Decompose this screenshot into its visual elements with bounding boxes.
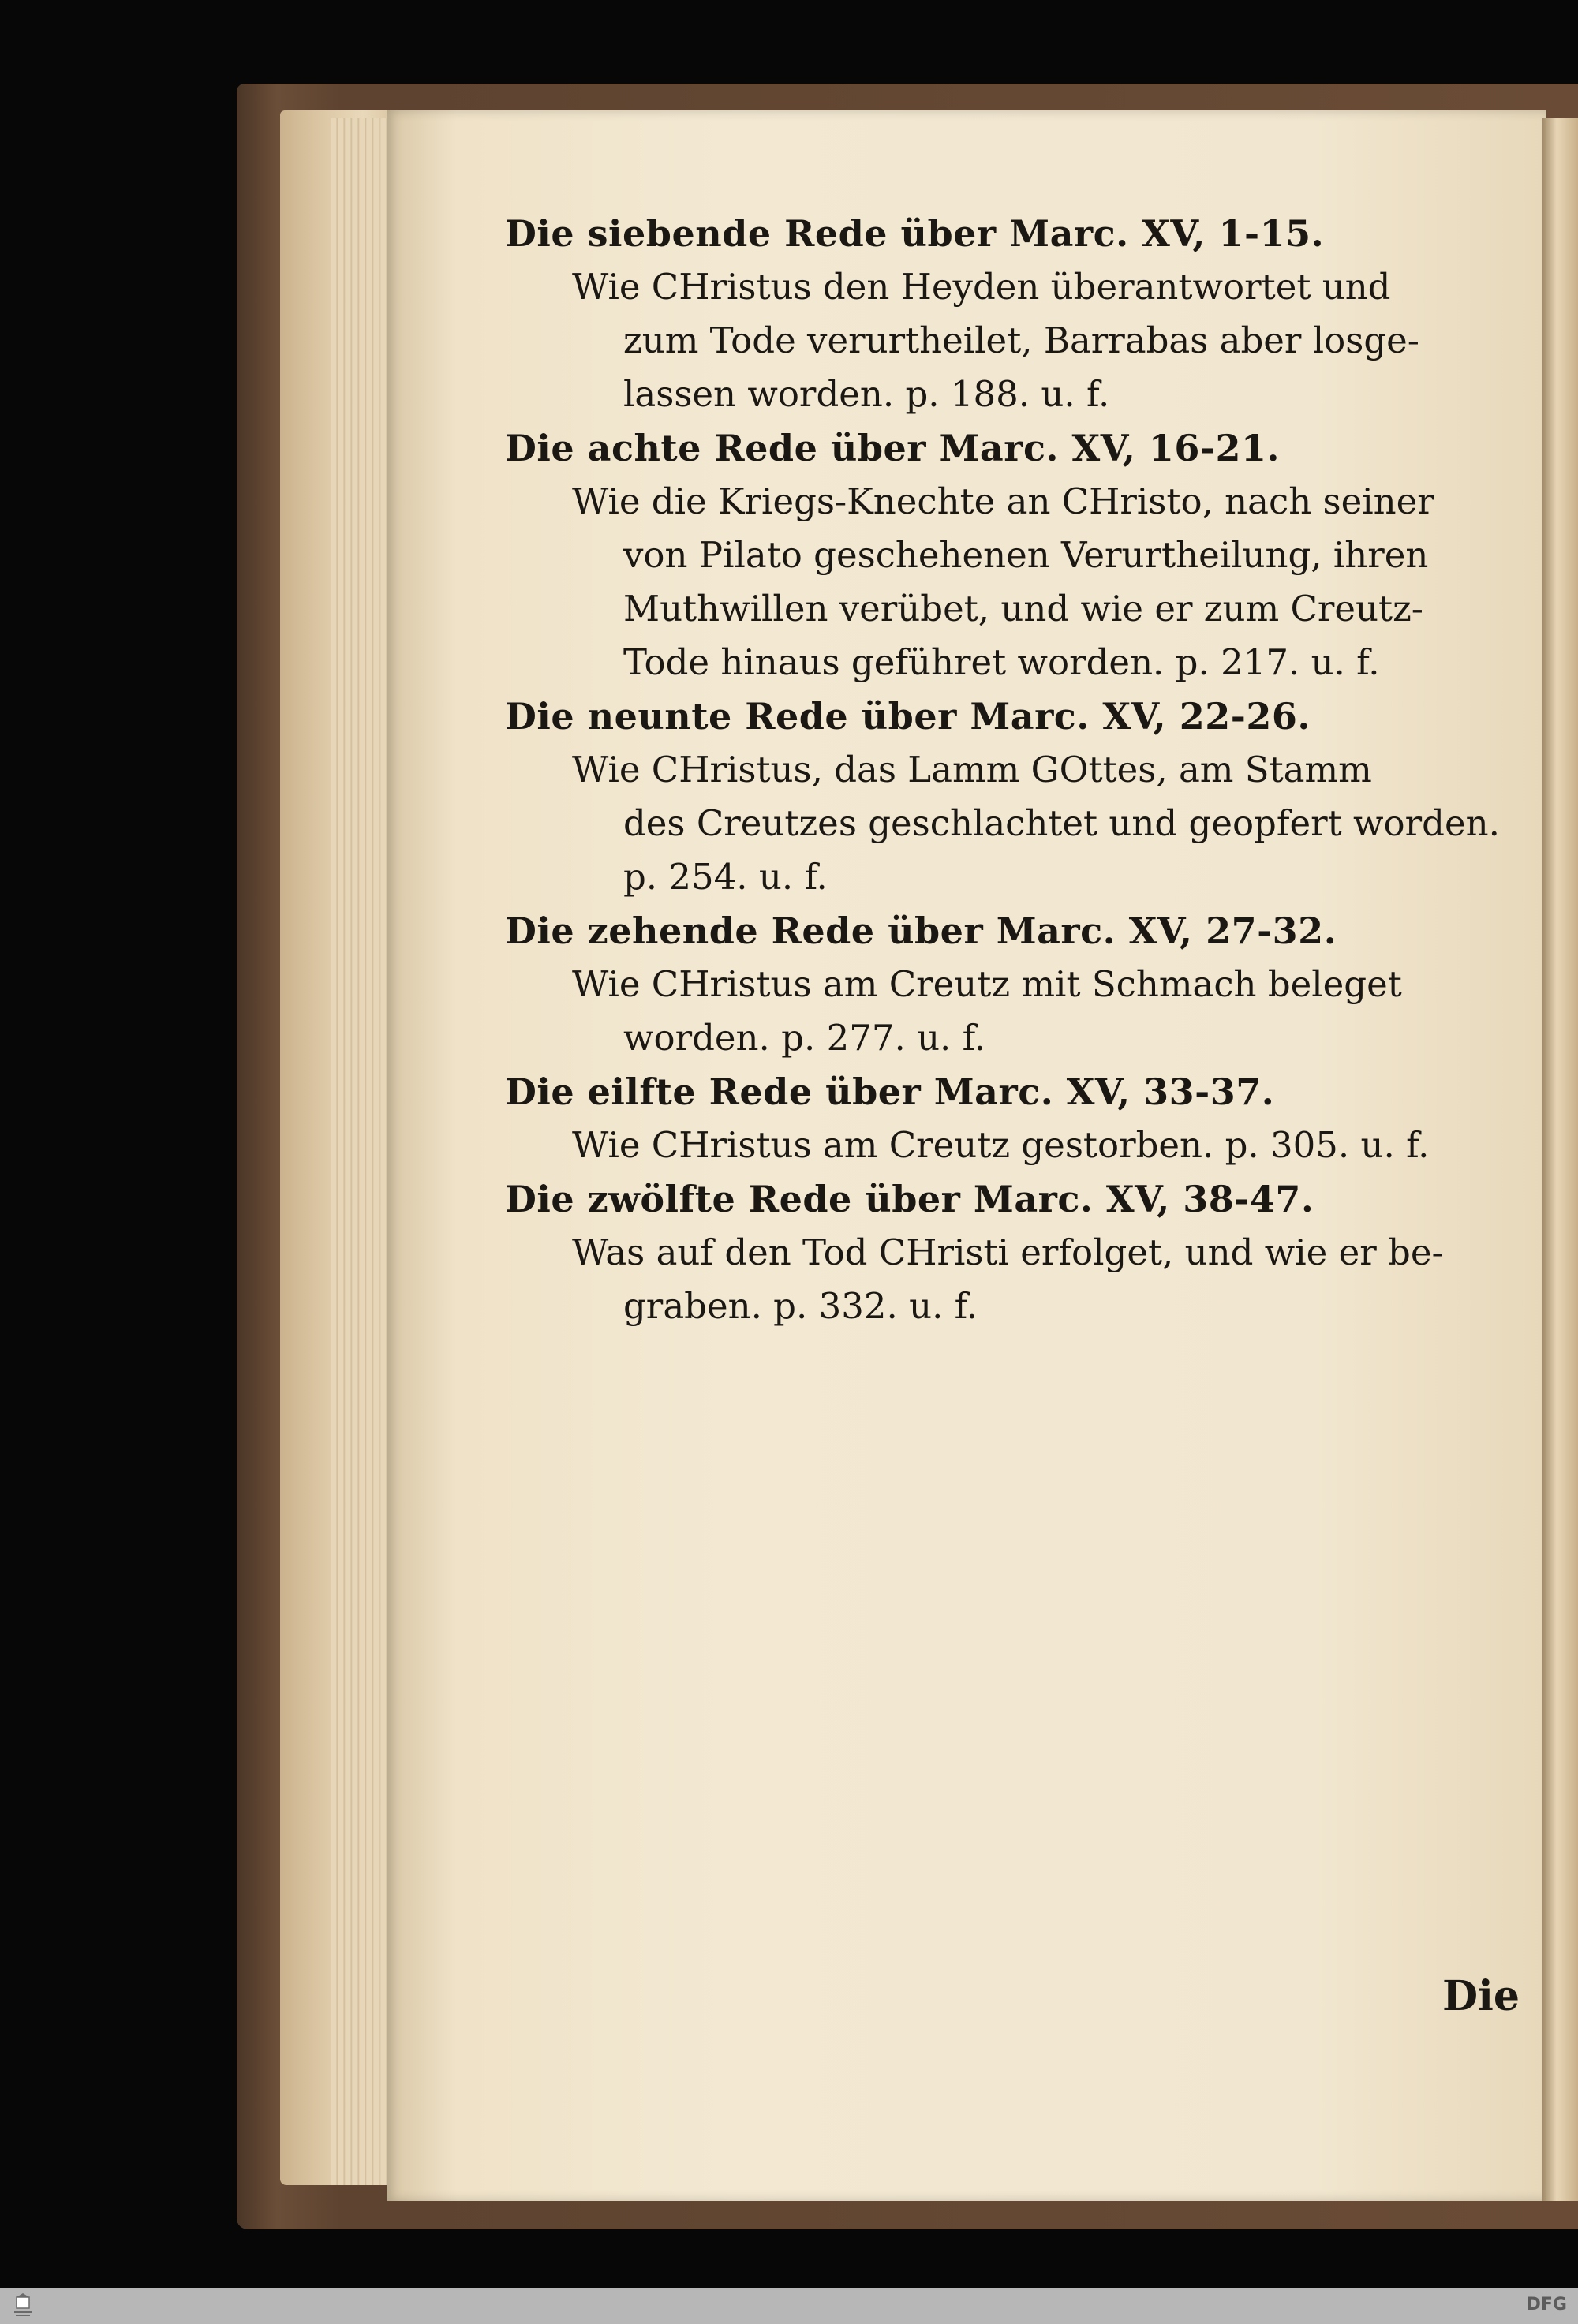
dfg-logo: DFG [1526,2295,1567,2315]
entry-line: Tode hinaus geführet worden. p. 217. u. f. [623,641,1380,683]
entry-line: von Pilato geschehenen Verurtheilung, ihren [623,534,1429,576]
entry-line: Wie CHristus den Heyden überantwortet und [572,266,1391,308]
library-logo-icon [9,2292,36,2319]
entry-heading: Die siebende Rede über Marc. XV, 1-15. [505,212,1325,255]
entry-heading: Die eilfte Rede über Marc. XV, 33-37. [505,1070,1275,1113]
entry-line: zum Tode verurtheilet, Barrabas aber losge- [623,319,1419,361]
entry-line: p. 254. u. f. [623,856,828,898]
entry-10 [505,904,1531,1065]
entry-line: graben. p. 332. u. f. [623,1285,978,1327]
footer-bar [0,2288,1578,2324]
entry-line: worden. p. 277. u. f. [623,1017,986,1059]
entry-line: Wie CHristus am Creutz gestorben. p. 305. u. f. [572,1124,1430,1166]
entry-line: des Creutzes geschlachtet und geopfert worden. [623,802,1500,844]
page-text [505,207,1531,1333]
entry-9 [505,689,1531,904]
entry-8 [505,421,1531,689]
entry-heading: Die achte Rede über Marc. XV, 16-21. [505,427,1281,469]
entry-line: Muthwillen verübet, und wie er zum Creutz- [623,588,1423,630]
entry-line: Wie die Kriegs-Knechte an CHristo, nach seiner [572,480,1434,522]
entry-11 [505,1065,1531,1172]
entry-line: Wie CHristus am Creutz mit Schmach beleget [572,963,1402,1005]
entry-heading: Die neunte Rede über Marc. XV, 22-26. [505,695,1311,738]
entry-heading: Die zehende Rede über Marc. XV, 27-32. [505,910,1337,952]
facing-page-edge [1542,118,1578,2201]
entry-line: Was auf den Tod CHristi erfolget, und wie er be- [572,1231,1444,1273]
entry-line: Wie CHristus, das Lamm GOttes, am Stamm [572,749,1372,790]
entry-12 [505,1172,1531,1333]
entry-heading: Die zwölfte Rede über Marc. XV, 38-47. [505,1178,1314,1220]
entry-line: lassen worden. p. 188. u. f. [623,373,1110,415]
catchword: Die [1442,1972,1520,2020]
entry-7 [505,207,1531,421]
